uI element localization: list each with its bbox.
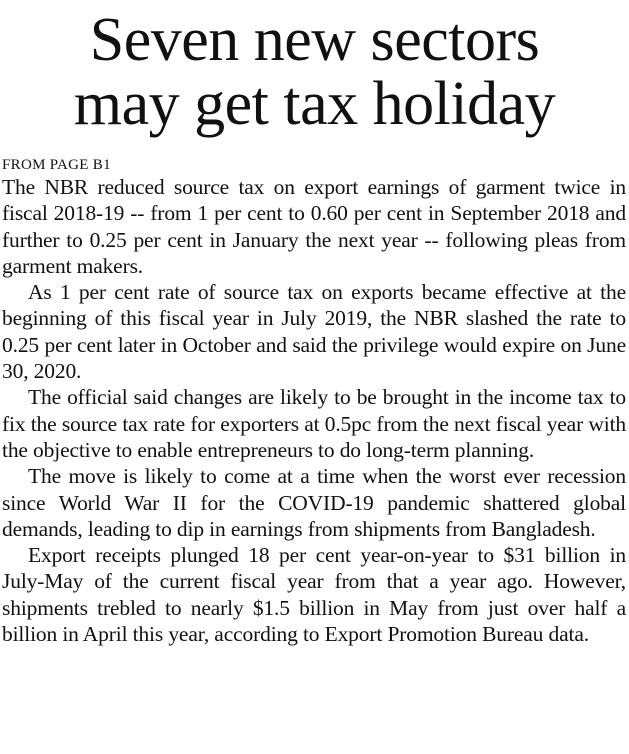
headline bbox=[0, 0, 629, 136]
paragraph-4: The move is likely to come at a time when the worst ever recession since World War II for the COVID-19 pandemic shattered global demands, leading to dip in earnings from shipments from Bangladesh. bbox=[2, 464, 626, 541]
article-body bbox=[0, 174, 629, 647]
headline-line-1: Seven new sectors bbox=[89, 6, 540, 74]
paragraph-3: The official said changes are likely to be brought in the income tax to fix the source tax rate for exporters at 0.5pc from the next fiscal year with the objective to enable entrepreneurs to do long-term planning. bbox=[2, 385, 626, 462]
paragraph-1: The NBR reduced source tax on export earnings of garment twice in fiscal 2018-19 -- from 1 per cent to 0.60 per cent in September 2018 and further to 0.25 per cent in January the next year -- following pleas from garment makers. bbox=[2, 175, 626, 278]
paragraph-5: Export receipts plunged 18 per cent year-on-year to $31 billion in July-May of the current fiscal year from that a year ago. However, shipments trebled to nearly $1.5 billion in May from just over half a billion in April this year, according to Export Promotion Bureau data. bbox=[2, 543, 626, 647]
paragraph-2: As 1 per cent rate of source tax on exports became effective at the beginning of this fiscal year in July 2019, the NBR slashed the rate to 0.25 per cent later in October and said the privilege would expire on June 30, 2020. bbox=[2, 280, 626, 384]
headline-line-2: may get tax holiday bbox=[73, 70, 556, 138]
jump-label: FROM PAGE B1 bbox=[2, 157, 111, 173]
